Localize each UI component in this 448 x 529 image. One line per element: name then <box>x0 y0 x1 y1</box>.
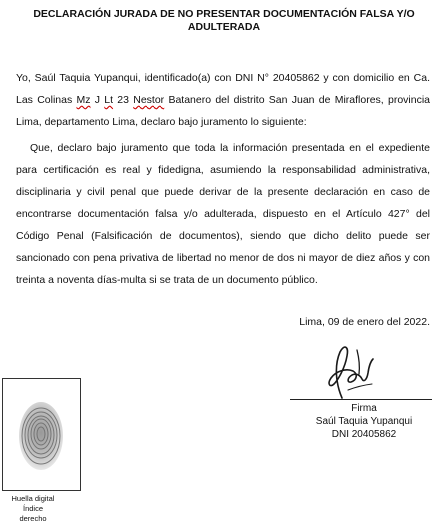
intro-text-2: J <box>90 94 105 106</box>
fingerprint-caption <box>0 494 66 524</box>
intro-text-1: Yo, Saúl Taquia Yupanqui, identificado(a) con DNI N° 20405862 y con domicilio en Ca. Las Colinas <box>16 72 430 106</box>
signature-block <box>290 402 438 441</box>
fingerprint-caption-line3: derecho <box>19 514 47 523</box>
spellcheck-word-nestor: Nestor <box>133 94 165 106</box>
fingerprint-box <box>2 378 81 491</box>
spellcheck-word-lt: Lt <box>104 94 114 106</box>
document-title: DECLARACIÓN JURADA DE NO PRESENTAR DOCUMENTACIÓN FALSA Y/O ADULTERADA <box>33 8 415 33</box>
signature-label: Firma <box>351 403 377 414</box>
intro-text-3: 23 <box>113 94 134 106</box>
signer-name: Saúl Taquia Yupanqui <box>315 416 413 427</box>
fingerprint-caption-line2: Índice <box>22 504 43 513</box>
declaration-paragraph: Que, declaro bajo juramento que toda la información presentada en el expediente para certificación es real y fidedigna, asumiendo la responsabilidad administrativa, disciplinaria y civil penal que puede derivar de la presente declaración en caso de encontrarse documentación falsa y/o adulterada, dispuesto en el Artículo 427° del Código Penal (Falsificación de documentos), siendo que dicho delito puede ser sancionado con pena privativa de libertad no menor de dos ni mayor de diez años y con treinta a noventa días-multa si se trata de un documento público. <box>16 142 430 286</box>
fingerprint-caption-line1: Huella digital <box>11 494 55 503</box>
signature-line <box>290 399 432 400</box>
intro-text-4: Batanero del distrito San Juan de Miraflores, provincia Lima, departamento Lima, declaro bajo juramento lo siguiente: <box>16 94 431 128</box>
intro-paragraph <box>16 67 430 133</box>
fingerprint-image <box>17 400 65 472</box>
signer-dni: DNI 20405862 <box>331 429 397 440</box>
spellcheck-word-mz: Mz <box>76 94 91 106</box>
handwritten-signature <box>318 338 374 402</box>
document-date: Lima, 09 de enero del 2022. <box>299 316 430 328</box>
